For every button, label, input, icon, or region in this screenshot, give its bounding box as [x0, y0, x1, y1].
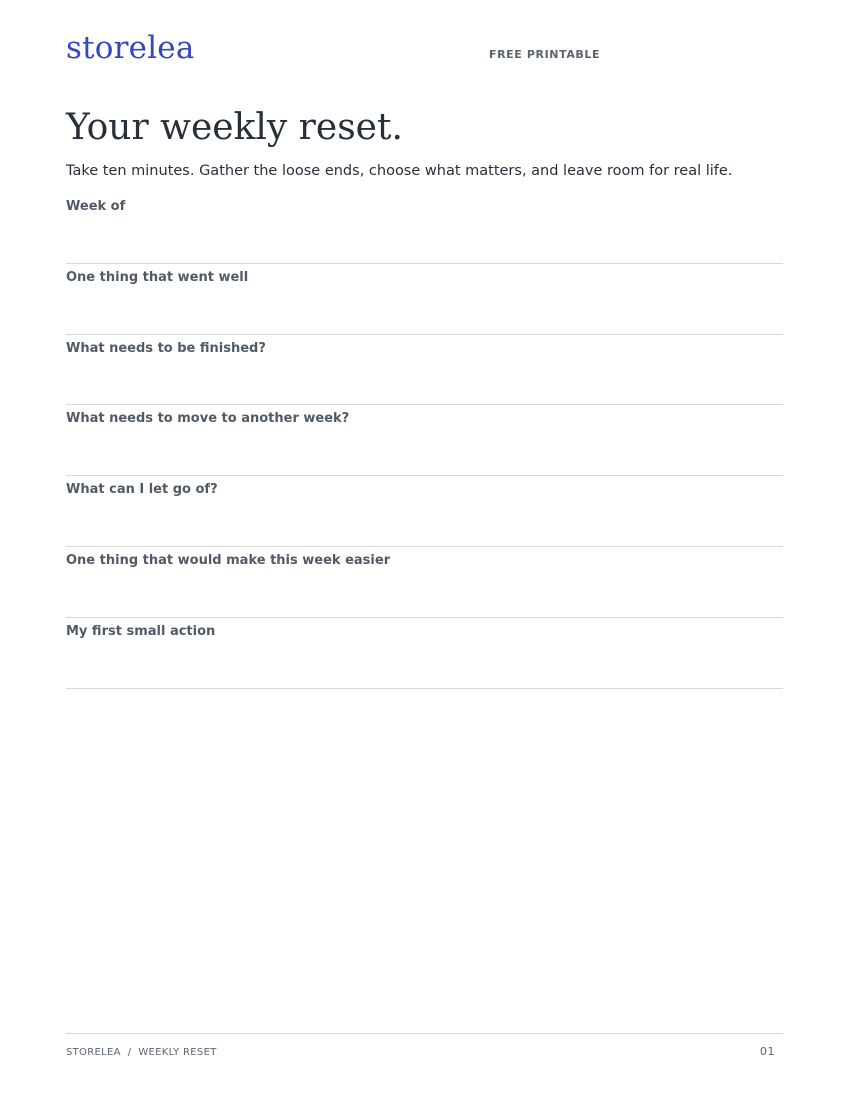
field-label: Week of [66, 199, 126, 214]
field-label: My first small action [66, 623, 216, 639]
footer-breadcrumb [66, 1046, 217, 1059]
field-easier-week[interactable] [66, 547, 783, 618]
footer-brand: STORELEA [66, 1047, 121, 1058]
footer-section: WEEKLY RESET [138, 1047, 217, 1058]
footer-separator: / [127, 1047, 132, 1058]
field-label: What can I let go of? [66, 482, 218, 498]
free-printable-tag: FREE PRINTABLE [489, 48, 601, 61]
field-label: What needs to move to another week? [66, 411, 350, 427]
field-let-go[interactable] [66, 476, 783, 547]
field-move-week[interactable] [66, 405, 783, 476]
field-first-action[interactable] [66, 618, 783, 689]
field-went-well[interactable] [66, 264, 783, 335]
page-title: Your weekly reset. [66, 107, 403, 148]
footer-divider [66, 1033, 783, 1034]
field-week-of[interactable] [66, 193, 783, 264]
field-to-finish[interactable] [66, 335, 783, 406]
brand-logo[interactable]: storelea [66, 30, 195, 66]
write-line [66, 688, 783, 689]
page-number: 01 [760, 1045, 775, 1058]
header [66, 28, 783, 72]
worksheet-fields [66, 193, 783, 689]
field-label: One thing that went well [66, 269, 249, 285]
intro-text: Take ten minutes. Gather the loose ends, choose what matters, and leave room for real life. [66, 163, 733, 179]
field-label: What needs to be finished? [66, 340, 266, 356]
printable-page [66, 0, 783, 1100]
field-label: One thing that would make this week easier [66, 552, 391, 568]
